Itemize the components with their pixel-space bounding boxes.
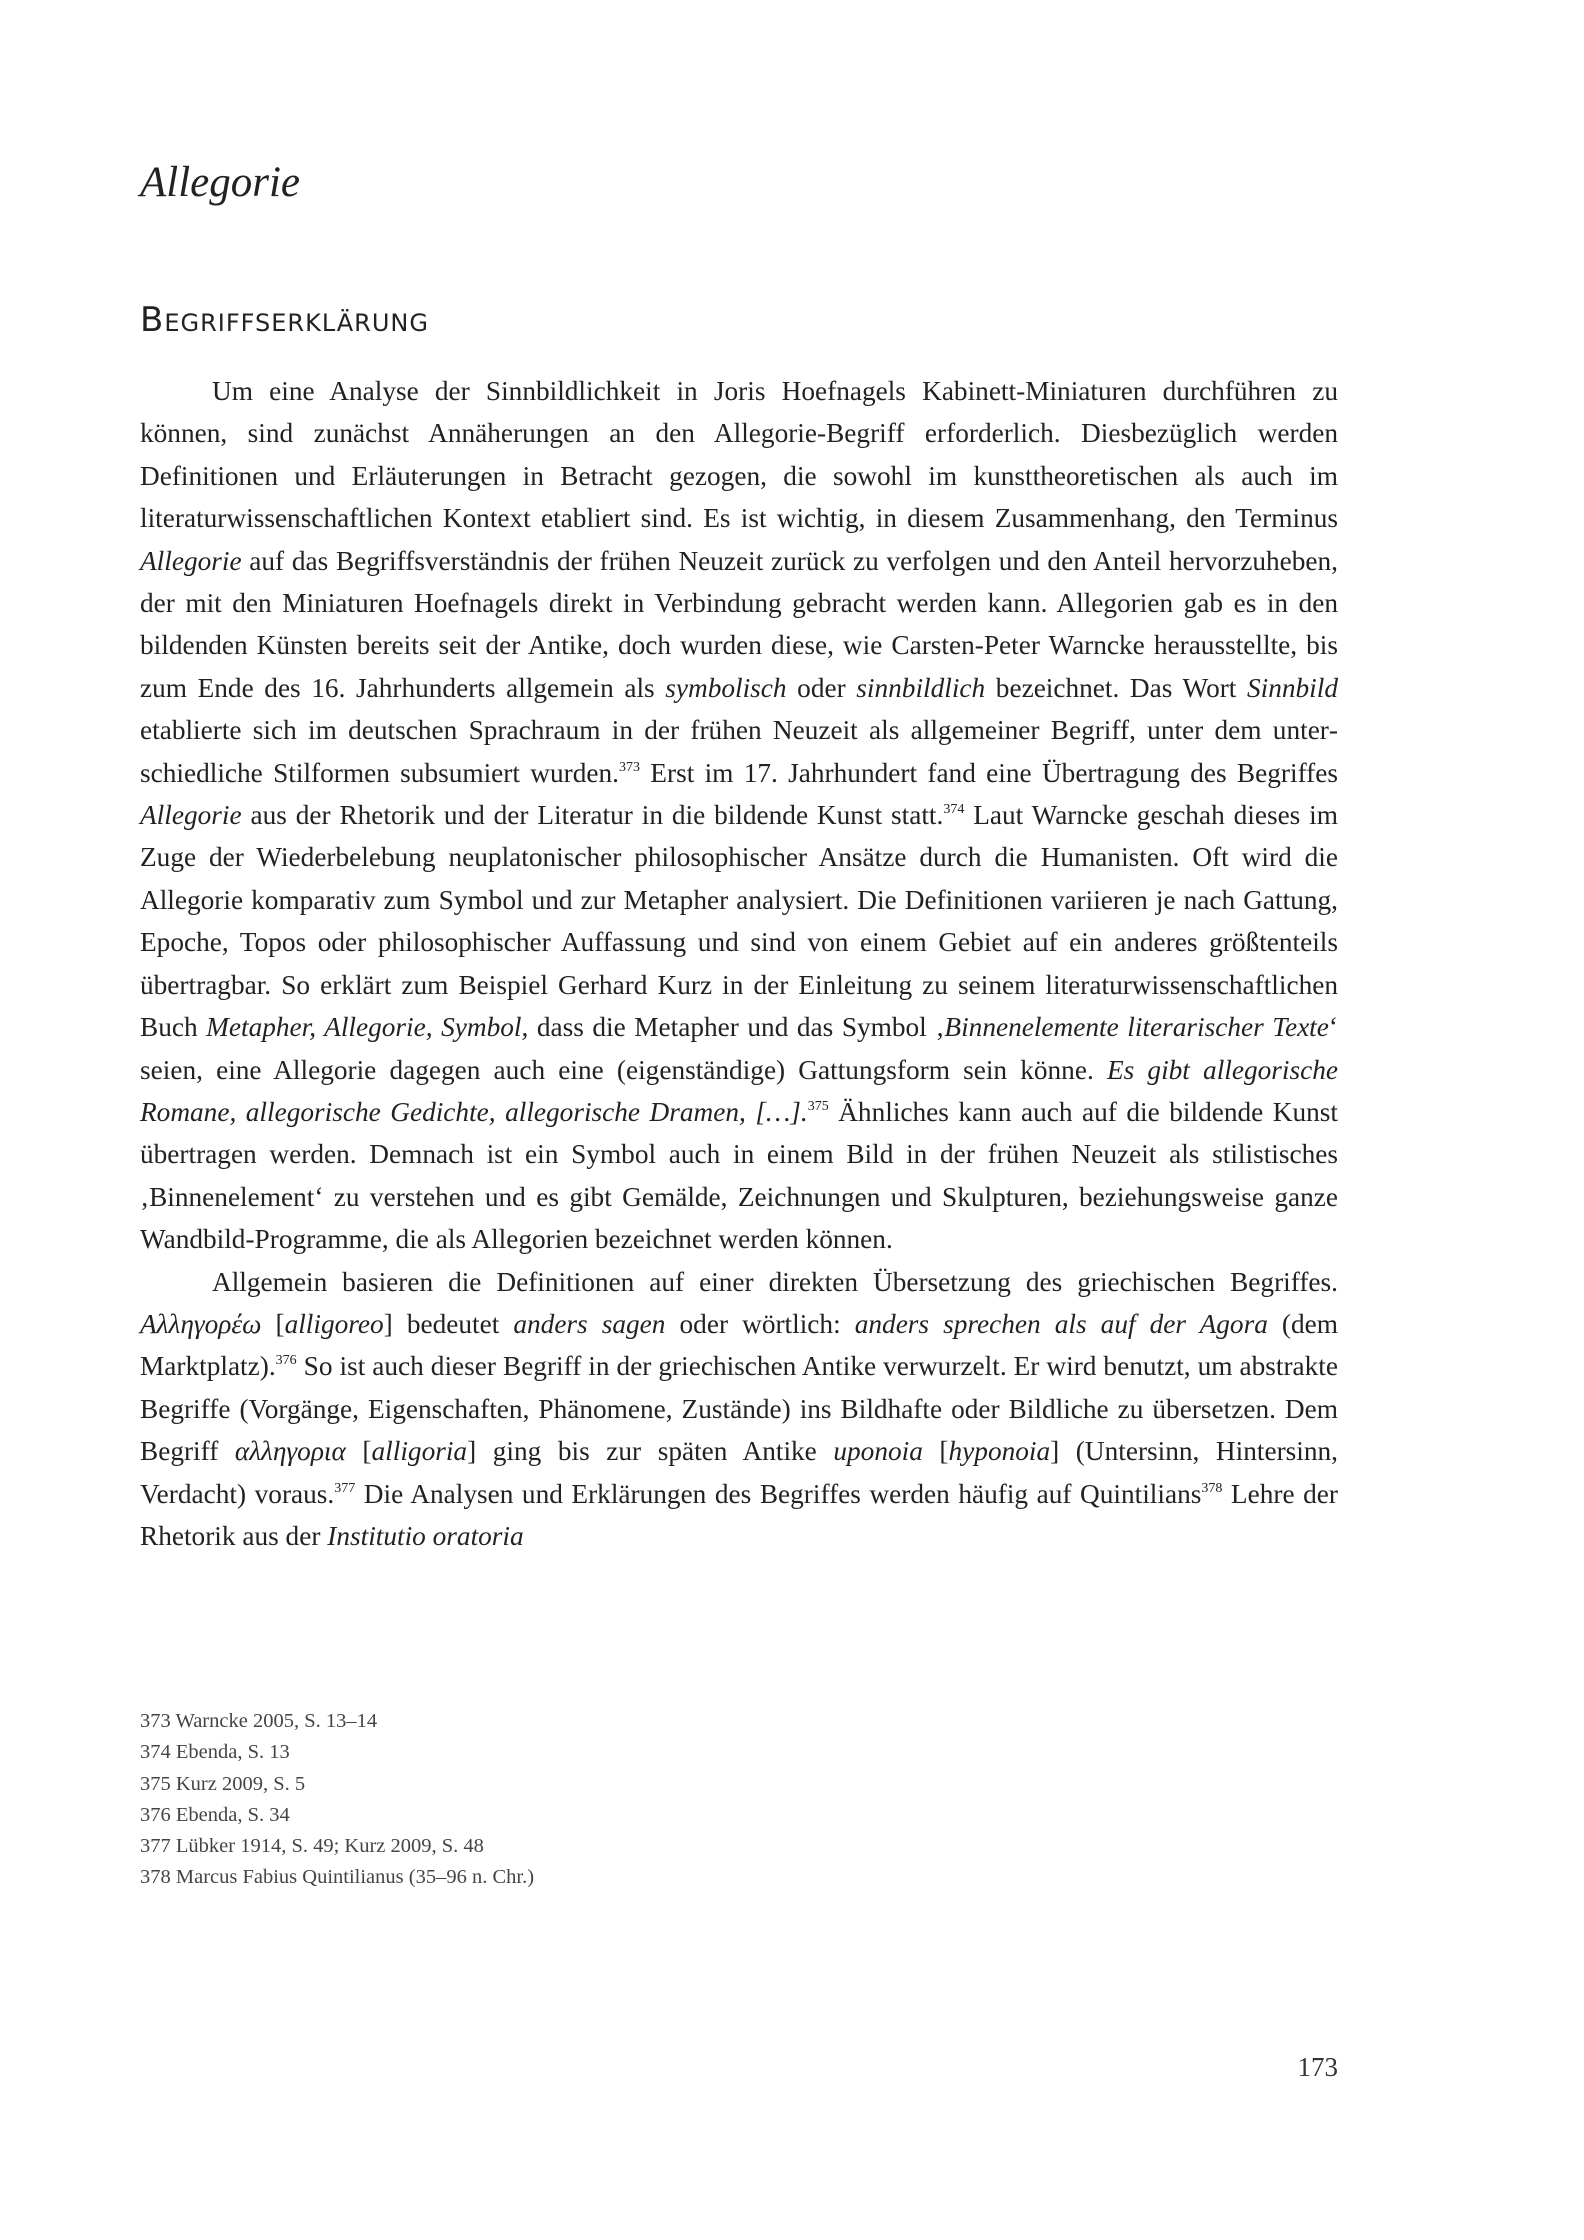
italic-term: Binnenelemente literarischer Texte: [944, 1012, 1329, 1043]
chapter-title: Allegorie: [140, 159, 301, 206]
footnotes: [140, 1706, 1338, 1894]
text-run: aus der Rhetorik und der Literatur in die bildende Kunst statt.: [241, 800, 944, 831]
text-run: Lehre der Rhetorik aus der: [140, 1478, 1338, 1551]
text-run: oder wörtlich:: [665, 1308, 855, 1339]
text-run: ] ging bis zur späten Antike: [467, 1436, 834, 1467]
italic-term: anders sagen: [513, 1308, 666, 1339]
text-run: Allgemein basieren die Definitionen auf einer direkten Übersetzung des griechischen Begriffes.: [212, 1266, 1338, 1297]
italic-term: anders sprechen als auf der Agora: [854, 1308, 1268, 1339]
footnote-ref[interactable]: 375: [807, 1098, 829, 1114]
italic-quote: Es gibt allegorische Romane, allegorische Gedichte, allegorische Dramen, […].: [140, 1054, 1338, 1127]
italic-term: Metapher, Allegorie, Symbol,: [206, 1012, 529, 1043]
italic-term: symbolisch: [665, 672, 787, 703]
footnote-ref[interactable]: 378: [1201, 1480, 1223, 1496]
text-run: Ähnliches kann auch auf die bildende Kunst übertragen werden. Demnach ist ein Symbol auch in einem Bild in der frühen Neuzeit als stilistisches ‚Binnenelement‘ zu verstehen und es gibt Gemälde, Zeichnungen und Skulpturen, beziehungsweise ganze Wandbild-Programme, die als Allegorien bezeichnet werden können.: [140, 1096, 1338, 1255]
text-run: oder: [786, 672, 857, 703]
text-run: Laut Warncke geschah dieses im Zuge der Wiederbelebung neuplatonischer philosophischer Ansätze durch die Humanisten. Oft wird die Allegorie komparativ zum Symbol und zur Metapher analysiert. Die Definitionen variieren je nach Gattung, Epoche, Topos oder philosophischer Auffassung und sind von einem Gebiet auf ein anderes größtenteils übertragbar. So erklärt zum Beispiel Gerhard Kurz in der Einleitung zu seinem literaturwissenschaftlichen Buch: [140, 800, 1338, 1043]
body-paragraph: [140, 370, 1338, 1261]
text-run: auf das Begriffsverständnis der frühen Neuzeit zurück zu verfolgen und den Anteil hervorzuheben, der mit den Miniaturen Hoefnagels direkt in Verbindung gebracht werden kann. Allegorien gab es in den bildenden Künsten bereits seit der Antike, doch wurden diese, wie Carsten-Peter Warncke herausstellte, bis zum Ende des 16. Jahrhunderts allgemein als: [140, 545, 1338, 703]
italic-term: alligoria: [371, 1436, 468, 1467]
body-text: [140, 370, 1338, 1557]
italic-term: Allegorie: [140, 545, 242, 576]
text-run: Die Analysen und Erklärungen des Begriffes werden häufig auf Quintilians: [355, 1478, 1202, 1509]
greek-term: Αλληγορέω: [140, 1308, 262, 1339]
italic-term: uponoia: [833, 1436, 923, 1467]
footnote-375: 375 Kurz 2009, S. 5: [140, 1772, 306, 1795]
page-number: 173: [1297, 2052, 1338, 2082]
text-run: ] (Untersinn, Hintersinn, Verdacht) voraus.: [140, 1436, 1338, 1509]
footnote-ref[interactable]: 376: [275, 1353, 297, 1369]
body-paragraph: [140, 1261, 1338, 1558]
text-run: ] bedeutet: [383, 1308, 514, 1339]
text-run: bezeichnet. Das Wort: [985, 672, 1247, 703]
italic-term: alligoreo: [284, 1308, 384, 1339]
footnote-ref[interactable]: 377: [334, 1480, 356, 1496]
italic-term: sinnbildlich: [856, 672, 986, 703]
text-run: (dem Marktplatz).: [140, 1308, 1339, 1382]
text-run: [: [922, 1436, 949, 1467]
text-run: Erst im 17. Jahrhundert fand eine Übertragung des Begriffes: [639, 757, 1338, 788]
italic-term: Sinnbild: [1247, 672, 1338, 703]
greek-term: αλληγορια: [234, 1436, 346, 1467]
text-run: [: [261, 1308, 285, 1339]
footnote-373: 373 Warncke 2005, S. 13–14: [140, 1710, 378, 1732]
footnote-378: 378 Marcus Fabius Quintilianus (35–96 n. Chr.): [140, 1866, 535, 1889]
text-run: dass die Metapher und das Symbol ‚: [528, 1012, 945, 1043]
footnote-377: 377 Lübker 1914, S. 49; Kurz 2009, S. 48: [140, 1835, 484, 1858]
text-run: etablierte sich im deutschen Sprachraum in der frühen Neuzeit als allgemeiner Begriff, unter dem unterschiedliche Stilformen subsumiert wurden.: [140, 715, 1338, 788]
section-heading: Begriffserklärung: [140, 300, 429, 340]
italic-term: hyponoia: [948, 1436, 1051, 1467]
italic-term: Institutio oratoria: [327, 1520, 524, 1551]
footnote-ref[interactable]: 373: [618, 759, 640, 775]
text-run: So ist auch dieser Begriff in der griechischen Antike verwurzelt. Er wird benutzt, um abstrakte Begriffe (Vorgänge, Eigenschaften, Phänomene, Zustände) ins Bildhafte oder Bildliche zu übersetzen. Dem Begriff: [140, 1351, 1338, 1467]
footnote-374: 374 Ebenda, S. 13: [140, 1741, 290, 1764]
text-run: Um eine Analyse der Sinnbildlichkeit in Joris Hoefnagels Kabinett-Miniaturen durchführen zu können, sind zunächst Annäherungen an den Allegorie-Begriff erforderlich. Diesbezüglich werden Definitionen und Erläuterungen in Betracht gezogen, die sowohl im kunsttheoretischen als auch im literaturwissenschaftlichen Kontext etabliert sind. Es ist wichtig, in diesem Zusammenhang, den Terminus: [140, 376, 1338, 534]
footnote-376: 376 Ebenda, S. 34: [140, 1803, 290, 1826]
footnote-ref[interactable]: 374: [943, 802, 965, 818]
text-run: [: [345, 1436, 372, 1467]
text-run: ‘ seien, eine Allegorie dagegen auch eine (eigenständige) Gattungsform sein könne.: [140, 1012, 1338, 1085]
italic-term: Allegorie: [140, 800, 242, 831]
